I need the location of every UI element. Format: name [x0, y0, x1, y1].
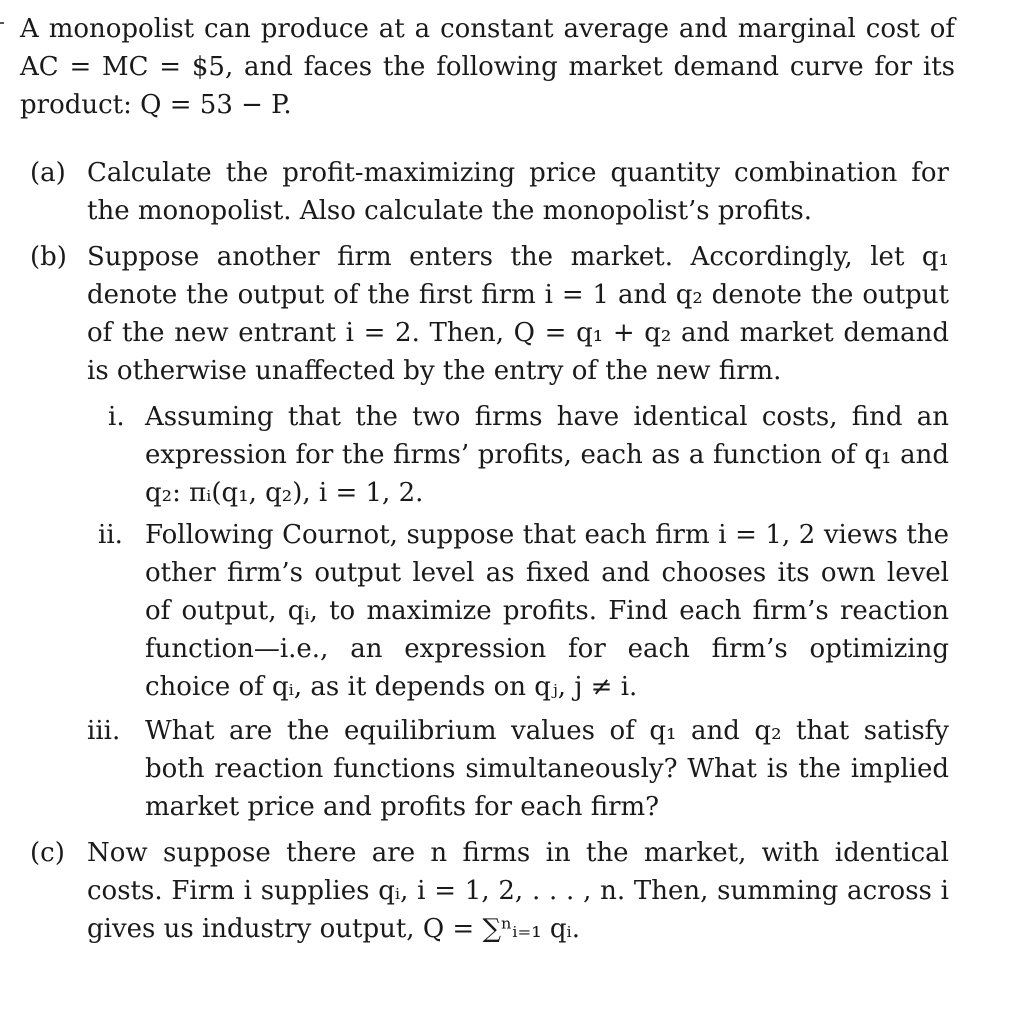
part-a-label: (a) — [30, 158, 66, 188]
part-b-ii-label: ii. — [98, 520, 123, 550]
part-b-text: Suppose another firm enters the market. Accordingly, let q₁ denote the output of the first firm i = 1 and q₂ denote the output of the new entrant i = 2. Then, Q = q₁ + q₂ and market demand is otherwise unaffected by the entry of the new firm. — [87, 242, 949, 386]
part-b-ii-text: Following Cournot, suppose that each firm i = 1, 2 views the other firm’s output level as fixed and chooses its own level of output, qᵢ, to maximize profits. Find each firm’s reaction function—i.e., an expression for each firm’s optimizing choice of qᵢ, as it depends on qⱼ, j ≠ i. — [145, 520, 949, 702]
part-c-text: Now suppose there are n firms in the market, with identical costs. Firm i supplies qᵢ, i = 1, 2, . . . , n. Then, summing across i gives us industry output, Q = ∑ⁿᵢ₌₁ qᵢ. — [87, 838, 949, 944]
part-b-i-label: i. — [108, 402, 125, 432]
part-b-iii-text: What are the equilibrium values of q₁ and q₂ that satisfy both reaction functions simultaneously? What is the implied market price and profits for each firm? — [145, 716, 949, 822]
problem-intro: A monopolist can produce at a constant average and marginal cost of AC = MC = $5, and faces the following market demand curve for its product: Q = 53 − P. — [20, 14, 955, 120]
part-b-label: (b) — [30, 242, 67, 272]
part-b-i-text: Assuming that the two firms have identical costs, find an expression for the firms’ profits, each as a function of q₁ and q₂: πᵢ(q₁, q₂), i = 1, 2. — [145, 402, 949, 508]
part-c-label: (c) — [30, 838, 65, 868]
part-b-iii-label: iii. — [87, 716, 121, 746]
part-a-text: Calculate the profit-maximizing price quantity combination for the monopolist. Also calculate the monopolist’s profits. — [87, 158, 949, 226]
margin-mark — [0, 22, 4, 24]
